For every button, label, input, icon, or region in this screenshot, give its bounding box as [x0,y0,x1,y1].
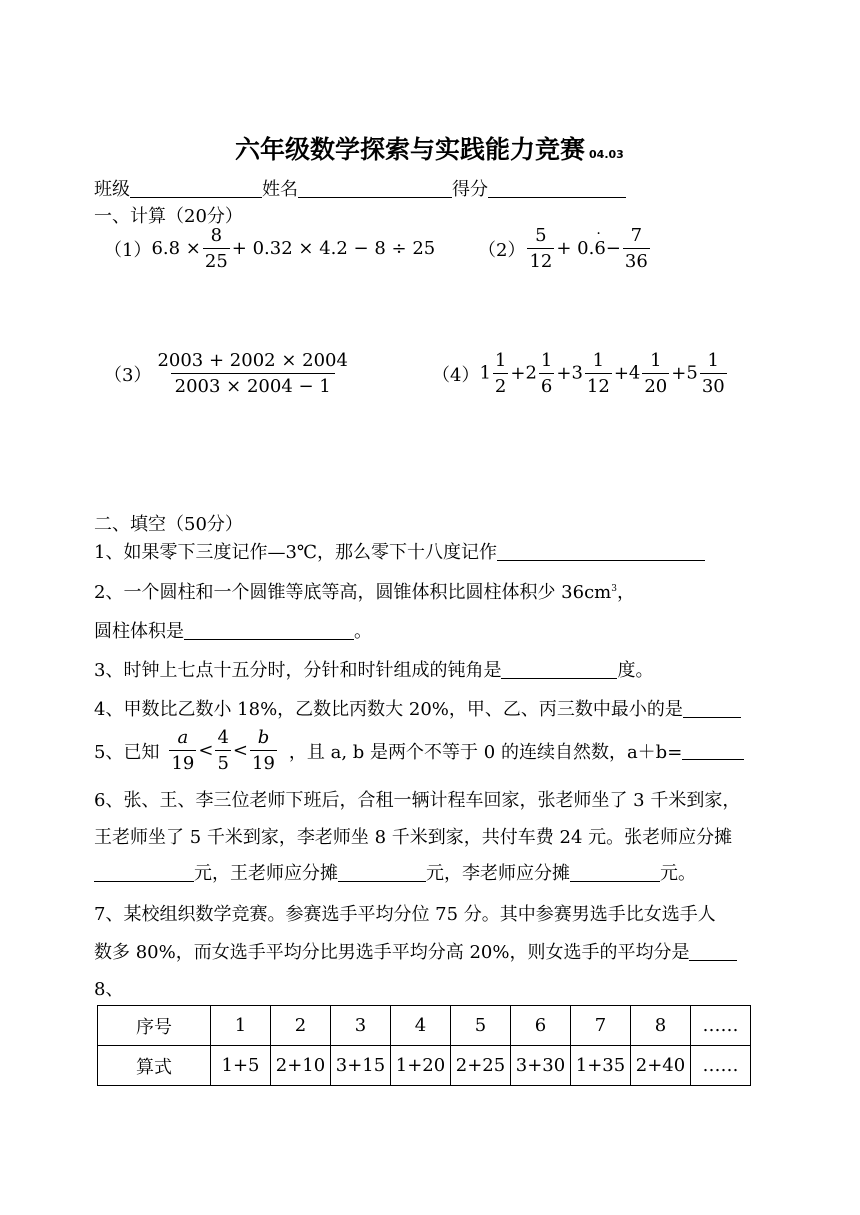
question-text: ，且 a, b 是两个不等于 0 的连续自然数，a＋b= [288,741,683,763]
table-cell: 1 [211,1006,271,1046]
numerator: 1 [650,350,662,371]
answer-blank[interactable] [501,660,617,679]
fill-question-5 [94,727,744,774]
fraction [700,350,727,397]
fill-question-4 [94,695,741,721]
fill-question-8: 8、 [94,979,124,1000]
answer-blank-li[interactable] [570,863,660,882]
table-row-index [98,1006,751,1046]
fill-question-1 [94,538,705,564]
question-text: 元，王老师应分摊 [194,863,338,884]
fill-question-2-line-2 [94,617,372,643]
problem-label: （2） [478,239,526,261]
fraction [203,225,230,272]
question-text: ， [616,582,635,603]
fill-question-6-line-3 [94,859,696,885]
whole: 5 [686,362,698,384]
question-text: 1、如果零下三度记作—3℃，那么零下十八度记作 [94,542,498,563]
question-text: 5、已知 [94,741,160,763]
header-fields [94,175,626,201]
section-1-heading: 一、计算（20分） [94,206,243,227]
plus-sign: + [671,363,687,384]
name-blank[interactable] [298,179,452,198]
fraction [215,727,230,774]
table-cell: 2+40 [631,1046,691,1086]
calc-problem-1 [104,225,435,272]
less-than-sign: < [198,740,214,761]
denominator: 12 [527,248,554,272]
whole: 4 [628,362,641,384]
table-cell: 1+20 [391,1046,451,1086]
fraction [153,350,351,397]
numerator: 1 [540,350,553,371]
numerator: 2003 + 2002 × 2004 [157,350,348,371]
answer-blank[interactable] [683,699,741,718]
denominator: 5 [215,750,230,774]
whole: 2 [525,362,537,384]
mixed-number [571,350,613,397]
table-cell: 2+10 [271,1046,331,1086]
mixed-number [686,350,728,397]
denominator: 20 [642,373,669,397]
denominator: 36 [623,248,650,272]
expr-part: + 0.32 × 4.2 − 8 ÷ 25 [231,238,436,259]
whole: 1 [479,362,491,384]
numerator: 1 [494,350,507,371]
whole: 3 [571,362,583,384]
expr-part: − [605,238,621,259]
section-2-heading: 二、填空（50分） [94,514,243,535]
answer-blank[interactable] [497,542,705,561]
denominator: 19 [250,750,277,774]
table-cell: 4 [391,1006,451,1046]
numerator: 8 [210,225,223,246]
denominator: 19 [169,750,196,774]
denominator: 6 [539,373,554,397]
question-text: 2、一个圆柱和一个圆锥等底等高，圆锥体积比圆柱体积少 36cm [94,582,612,603]
denominator: 30 [700,373,727,397]
problem-label: （3） [104,364,152,386]
fill-question-6-line-2: 王老师坐了 5 千米到家，李老师坐 8 千米到家，共付车费 24 元。张老师应分摊 [94,827,733,848]
numerator: 1 [592,350,605,371]
sequence-table [97,1005,751,1086]
table-cell: 2+25 [451,1046,511,1086]
score-blank[interactable] [488,179,626,198]
fill-question-2 [94,578,635,604]
table-cell: 1+5 [211,1046,271,1086]
fraction [539,350,554,397]
fraction [250,727,277,774]
mixed-number [629,350,671,397]
calc-problem-2 [478,225,652,272]
less-than-sign: < [232,740,248,761]
question-text: 4、甲数比乙数小 18%，乙数比丙数大 20%，甲、乙、丙三数中最小的是 [94,699,683,720]
table-cell: 3+30 [511,1046,571,1086]
fill-question-3 [94,656,653,682]
table-cell: 6 [511,1006,571,1046]
fraction [585,350,612,397]
class-label: 班级 [94,179,130,200]
answer-blank-wang[interactable] [338,863,426,882]
score-label: 得分 [452,179,488,200]
fill-question-6-line-1: 6、张、王、李三位老师下班后，合租一辆计程车回家，张老师坐了 3 千米到家， [94,790,741,811]
fraction [527,225,554,272]
table-cell: …… [691,1046,751,1086]
question-text: 元，李老师应分摊 [426,863,570,884]
denominator: 2003 × 2004 − 1 [171,373,335,397]
title-text: 六年级数学探索与实践能力竞赛 [235,135,586,164]
answer-blank-zhang[interactable] [94,863,194,882]
table-cell: 2 [271,1006,331,1046]
table-cell: 3+15 [331,1046,391,1086]
question-text: 度。 [617,660,654,681]
title-code: 04.03 [589,148,624,161]
fill-question-7-line-2 [94,938,737,964]
plus-sign: + [613,363,629,384]
table-cell: 序号 [98,1006,211,1046]
numerator: b [257,727,270,748]
fill-question-7-line-1: 7、某校组织数学竞赛。参赛选手平均分位 75 分。其中参赛男选手比女选手人 [94,904,716,925]
question-text: 圆柱体积是 [94,621,184,642]
answer-blank[interactable] [689,942,737,961]
table-cell: 1+35 [571,1046,631,1086]
table-cell: …… [691,1006,751,1046]
page-title [235,130,624,166]
calc-problem-3 [104,350,354,397]
numerator: 5 [535,225,547,246]
table-cell: 8 [631,1006,691,1046]
numerator: a [177,727,189,748]
plus-sign: + [556,363,572,384]
repeating-digit: · 6 [594,238,605,259]
answer-blank[interactable] [184,621,354,640]
mixed-number [525,350,556,397]
fraction [623,225,650,272]
table-cell: 5 [451,1006,511,1046]
denominator: 2 [493,373,508,397]
fraction [493,350,508,397]
table-cell: 3 [331,1006,391,1046]
calc-problem-4 [432,350,729,397]
answer-blank[interactable] [682,741,744,760]
question-text: 3、时钟上七点十五分时，分针和时针组成的钝角是 [94,660,502,681]
expr-part: 6.8 × [151,238,201,259]
superscript: 3 [611,584,617,594]
question-text: 元。 [660,863,696,884]
plus-sign: + [510,363,526,384]
question-text: 。 [354,621,372,642]
table-cell: 算式 [98,1046,211,1086]
problem-label: （1） [104,239,152,261]
fraction [642,350,669,397]
denominator: 12 [585,373,612,397]
class-blank[interactable] [130,179,262,198]
name-label: 姓名 [262,179,298,200]
fraction [169,727,196,774]
denominator: 25 [203,248,230,272]
table-row-formula [98,1046,751,1086]
table-cell: 7 [571,1006,631,1046]
numerator: 1 [707,350,719,371]
expr-part: + 0. [556,238,595,259]
question-text: 数多 80%，而女选手平均分比男选手平均分高 20%，则女选手的平均分是 [94,942,690,963]
numerator: 7 [630,225,643,246]
mixed-number [479,350,510,397]
problem-label: （4） [432,364,480,386]
numerator: 4 [217,727,229,748]
